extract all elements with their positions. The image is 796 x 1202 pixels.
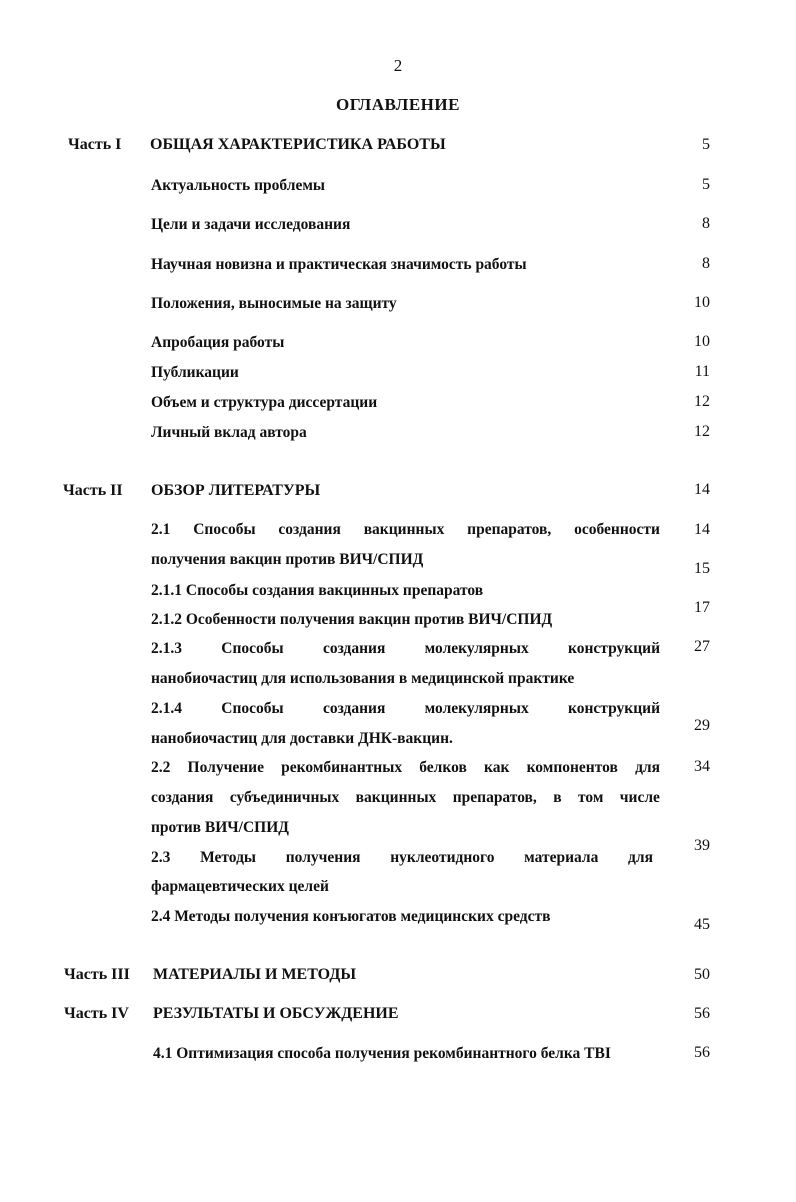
toc-page: 34 bbox=[694, 758, 710, 775]
part-1-heading: ОБЩАЯ ХАРАКТЕРИСТИКА РАБОТЫ bbox=[150, 136, 446, 153]
toc-entry-2-1-3-line1: 2.1.3 Способы создания молекулярных конструкций bbox=[151, 640, 660, 657]
part-4-heading: РЕЗУЛЬТАТЫ И ОБСУЖДЕНИЕ bbox=[153, 1005, 399, 1022]
part-4-page: 56 bbox=[694, 1005, 710, 1022]
part-2-heading: ОБЗОР ЛИТЕРАТУРЫ bbox=[151, 482, 321, 499]
toc-entry: Объем и структура диссертации bbox=[151, 394, 378, 411]
toc-entry-4-1: 4.1 Оптимизация способа получения рекомбинантного белка TBI bbox=[153, 1045, 611, 1062]
toc-entry-2-3-line1: 2.3 Методы получения нуклеотидного материала для bbox=[151, 849, 653, 866]
toc-page: 8 bbox=[702, 215, 710, 232]
toc-entry-2-1-4-line2: нанобиочастиц для доставки ДНК-вакцин. bbox=[151, 730, 453, 747]
page-number: 2 bbox=[393, 56, 403, 75]
part-1-page: 5 bbox=[702, 136, 710, 153]
toc-page: 39 bbox=[694, 837, 710, 854]
toc-entry: Публикации bbox=[151, 364, 239, 381]
part-2-page: 14 bbox=[694, 481, 710, 498]
page-title: ОГЛАВЛЕНИЕ bbox=[336, 95, 460, 114]
toc-entry: Научная новизна и практическая значимость работы bbox=[151, 256, 527, 273]
toc-entry-2-1-line1: 2.1 Способы создания вакцинных препаратов, особенности bbox=[151, 521, 660, 538]
toc-entry-2-1-4-line1: 2.1.4 Способы создания молекулярных конструкций bbox=[151, 700, 660, 717]
part-1-label: Часть I bbox=[68, 136, 122, 153]
toc-entry-2-3-line2: фармацевтических целей bbox=[151, 878, 329, 895]
toc-entry-2-2-line1: 2.2 Получение рекомбинантных белков как компонентов для bbox=[151, 759, 660, 776]
toc-page: 29 bbox=[694, 717, 710, 734]
toc-entry-2-1-2: 2.1.2 Особенности получения вакцин против ВИЧ/СПИД bbox=[151, 611, 553, 628]
part-3-label: Часть III bbox=[64, 966, 130, 983]
toc-page: 56 bbox=[694, 1044, 710, 1061]
toc-page: 14 bbox=[694, 521, 710, 538]
toc-page: 17 bbox=[694, 599, 710, 616]
part-3-heading: МАТЕРИАЛЫ И МЕТОДЫ bbox=[153, 966, 357, 983]
toc-entry-2-1-line2: получения вакцин против ВИЧ/СПИД bbox=[151, 551, 424, 568]
part-4-label: Часть IV bbox=[64, 1005, 129, 1022]
toc-page: 45 bbox=[694, 916, 710, 933]
toc-page: 11 bbox=[694, 363, 710, 380]
toc-entry-2-1-1: 2.1.1 Способы создания вакцинных препаратов bbox=[151, 582, 484, 599]
toc-entry: Положения, выносимые на защиту bbox=[151, 295, 397, 312]
part-2-label: Часть II bbox=[63, 482, 123, 499]
toc-entry-2-2-line2: создания субъединичных вакцинных препаратов, в том числе bbox=[151, 789, 660, 806]
toc-page: 5 bbox=[702, 176, 710, 193]
toc-entry: Цели и задачи исследования bbox=[151, 216, 351, 233]
toc-page: 10 bbox=[694, 294, 710, 311]
toc-page: 12 bbox=[694, 423, 710, 440]
toc-entry: Апробация работы bbox=[151, 334, 285, 351]
toc-entry: Личный вклад автора bbox=[151, 424, 307, 441]
toc-entry: Актуальность проблемы bbox=[151, 177, 326, 194]
toc-page: 8 bbox=[702, 255, 710, 272]
toc-page: 12 bbox=[694, 393, 710, 410]
toc-page: 27 bbox=[694, 638, 710, 655]
toc-entry-2-1-3-line2: нанобиочастиц для использования в медицинской практике bbox=[151, 670, 575, 687]
toc-page: 15 bbox=[694, 560, 710, 577]
toc-entry-2-2-line3: против ВИЧ/СПИД bbox=[151, 819, 289, 836]
toc-entry-2-4: 2.4 Методы получения конъюгатов медицинских средств bbox=[151, 908, 551, 925]
toc-page: 10 bbox=[694, 333, 710, 350]
part-3-page: 50 bbox=[694, 966, 710, 983]
